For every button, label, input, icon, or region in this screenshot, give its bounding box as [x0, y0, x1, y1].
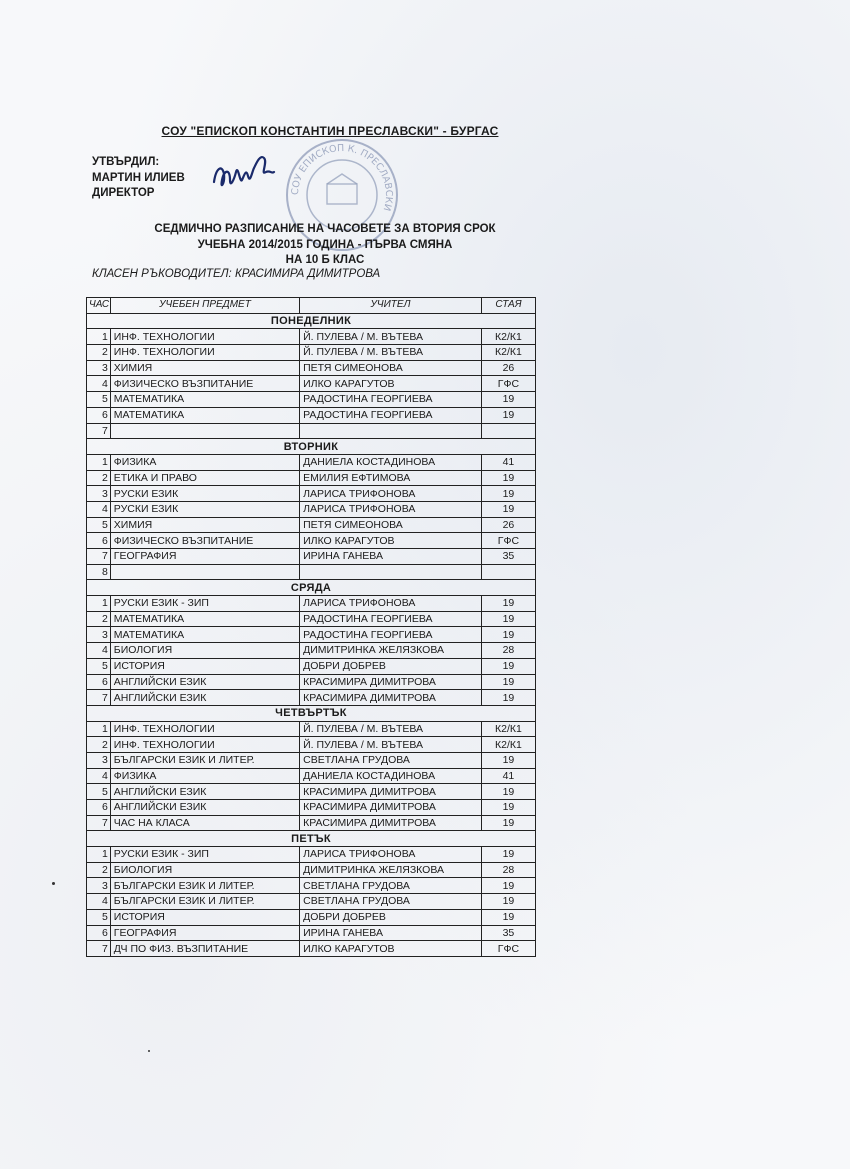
- hour-cell: 3: [87, 878, 111, 894]
- room-cell: 26: [481, 360, 535, 376]
- subject-cell: ХИМИЯ: [110, 517, 299, 533]
- teacher-cell: Й. ПУЛЕВА / М. ВЪТЕВА: [300, 329, 482, 345]
- table-row: [87, 768, 536, 784]
- table-row: [87, 533, 536, 549]
- approval-label: УТВЪРДИЛ:: [92, 156, 160, 168]
- room-cell: 19: [481, 501, 535, 517]
- room-cell: 19: [481, 674, 535, 690]
- table-row: [87, 643, 536, 659]
- table-row: [87, 925, 536, 941]
- subject-cell: ИСТОРИЯ: [110, 909, 299, 925]
- hour-cell: 5: [87, 784, 111, 800]
- table-row: [87, 423, 536, 439]
- room-cell: 19: [481, 894, 535, 910]
- table-row: [87, 690, 536, 706]
- subject-cell: ДЧ ПО ФИЗ. ВЪЗПИТАНИЕ: [110, 941, 299, 957]
- room-cell: [481, 564, 535, 580]
- room-cell: 19: [481, 878, 535, 894]
- hour-cell: 2: [87, 470, 111, 486]
- hour-cell: 6: [87, 674, 111, 690]
- teacher-cell: ИЛКО КАРАГУТОВ: [300, 533, 482, 549]
- room-cell: 26: [481, 517, 535, 533]
- table-row: [87, 800, 536, 816]
- room-cell: 19: [481, 627, 535, 643]
- table-row: [87, 407, 536, 423]
- table-row: [87, 941, 536, 957]
- subject-cell: АНГЛИЙСКИ ЕЗИК: [110, 784, 299, 800]
- table-row: [87, 329, 536, 345]
- table-row: [87, 752, 536, 768]
- subject-cell: ГЕОГРАФИЯ: [110, 549, 299, 565]
- teacher-cell: ПЕТЯ СИМЕОНОВА: [300, 517, 482, 533]
- table-row: [87, 909, 536, 925]
- hour-cell: 3: [87, 486, 111, 502]
- subject-cell: АНГЛИЙСКИ ЕЗИК: [110, 800, 299, 816]
- day-name: ВТОРНИК: [87, 439, 536, 455]
- hour-cell: 2: [87, 345, 111, 361]
- school-name: СОУ "ЕПИСКОП КОНСТАНТИН ПРЕСЛАВСКИ" - БУРГАС: [161, 124, 499, 138]
- room-cell: 19: [481, 486, 535, 502]
- subject-cell: ФИЗИЧЕСКО ВЪЗПИТАНИЕ: [110, 376, 299, 392]
- teacher-cell: СВЕТЛАНА ГРУДОВА: [300, 878, 482, 894]
- room-cell: 19: [481, 800, 535, 816]
- col-subject: УЧЕБЕН ПРЕДМЕТ: [110, 298, 299, 314]
- director-position: ДИРЕКТОР: [92, 187, 155, 199]
- table-row: [87, 611, 536, 627]
- hour-cell: 8: [87, 564, 111, 580]
- teacher-cell: ЛАРИСА ТРИФОНОВА: [300, 486, 482, 502]
- day-header-row: [87, 313, 536, 329]
- table-row: [87, 784, 536, 800]
- subject-cell: ЕТИКА И ПРАВО: [110, 470, 299, 486]
- hour-cell: 1: [87, 847, 111, 863]
- subject-cell: МАТЕМАТИКА: [110, 627, 299, 643]
- subject-cell: БЪЛГАРСКИ ЕЗИК И ЛИТЕР.: [110, 894, 299, 910]
- teacher-cell: Й. ПУЛЕВА / М. ВЪТЕВА: [300, 345, 482, 361]
- hour-cell: 6: [87, 925, 111, 941]
- day-name: ЧЕТВЪРТЪК: [87, 705, 536, 721]
- subject-cell: РУСКИ ЕЗИК: [110, 486, 299, 502]
- schedule-body: [87, 313, 536, 956]
- teacher-cell: [300, 423, 482, 439]
- teacher-cell: ИЛКО КАРАГУТОВ: [300, 376, 482, 392]
- room-cell: 28: [481, 643, 535, 659]
- table-row: [87, 376, 536, 392]
- teacher-cell: Й. ПУЛЕВА / М. ВЪТЕВА: [300, 721, 482, 737]
- room-cell: 19: [481, 470, 535, 486]
- subject-cell: ХИМИЯ: [110, 360, 299, 376]
- room-cell: 19: [481, 392, 535, 408]
- table-header-row: [87, 298, 536, 314]
- teacher-cell: ДОБРИ ДОБРЕВ: [300, 909, 482, 925]
- room-cell: ГФС: [481, 533, 535, 549]
- teacher-cell: КРАСИМИРА ДИМИТРОВА: [300, 815, 482, 831]
- room-cell: 19: [481, 596, 535, 612]
- hour-cell: 2: [87, 611, 111, 627]
- table-row: [87, 360, 536, 376]
- table-row: [87, 862, 536, 878]
- teacher-cell: СВЕТЛАНА ГРУДОВА: [300, 752, 482, 768]
- day-name: СРЯДА: [87, 580, 536, 596]
- hour-cell: 3: [87, 360, 111, 376]
- table-row: [87, 564, 536, 580]
- hour-cell: 5: [87, 909, 111, 925]
- teacher-cell: ДИМИТРИНКА ЖЕЛЯЗКОВА: [300, 862, 482, 878]
- teacher-cell: КРАСИМИРА ДИМИТРОВА: [300, 784, 482, 800]
- subject-cell: МАТЕМАТИКА: [110, 407, 299, 423]
- table-row: [87, 737, 536, 753]
- room-cell: [481, 423, 535, 439]
- day-name: ПОНЕДЕЛНИК: [87, 313, 536, 329]
- subject-cell: ФИЗИКА: [110, 768, 299, 784]
- hour-cell: 5: [87, 517, 111, 533]
- director-name: МАРТИН ИЛИЕВ: [92, 171, 185, 184]
- day-header-row: [87, 580, 536, 596]
- subject-cell: ФИЗИЧЕСКО ВЪЗПИТАНИЕ: [110, 533, 299, 549]
- hour-cell: 7: [87, 941, 111, 957]
- teacher-cell: СВЕТЛАНА ГРУДОВА: [300, 894, 482, 910]
- subject-cell: БЪЛГАРСКИ ЕЗИК И ЛИТЕР.: [110, 878, 299, 894]
- table-row: [87, 878, 536, 894]
- room-cell: 35: [481, 549, 535, 565]
- class-teacher: КЛАСЕН РЪКОВОДИТЕЛ: КРАСИМИРА ДИМИТРОВА: [92, 268, 381, 280]
- subject-cell: ГЕОГРАФИЯ: [110, 925, 299, 941]
- teacher-cell: КРАСИМИРА ДИМИТРОВА: [300, 690, 482, 706]
- hour-cell: 4: [87, 894, 111, 910]
- room-cell: 35: [481, 925, 535, 941]
- teacher-cell: ЕМИЛИЯ ЕФТИМОВА: [300, 470, 482, 486]
- table-row: [87, 894, 536, 910]
- subject-cell: РУСКИ ЕЗИК - ЗИП: [110, 847, 299, 863]
- table-row: [87, 517, 536, 533]
- room-cell: К2/К1: [481, 721, 535, 737]
- teacher-cell: ИРИНА ГАНЕВА: [300, 925, 482, 941]
- room-cell: 28: [481, 862, 535, 878]
- teacher-cell: ДОБРИ ДОБРЕВ: [300, 658, 482, 674]
- room-cell: ГФС: [481, 941, 535, 957]
- hour-cell: 3: [87, 627, 111, 643]
- room-cell: 41: [481, 768, 535, 784]
- subject-cell: ЧАС НА КЛАСА: [110, 815, 299, 831]
- subject-cell: МАТЕМАТИКА: [110, 392, 299, 408]
- room-cell: 19: [481, 909, 535, 925]
- table-row: [87, 392, 536, 408]
- table-row: [87, 847, 536, 863]
- teacher-cell: ДАНИЕЛА КОСТАДИНОВА: [300, 454, 482, 470]
- teacher-cell: КРАСИМИРА ДИМИТРОВА: [300, 674, 482, 690]
- subject-cell: РУСКИ ЕЗИК: [110, 501, 299, 517]
- hour-cell: 6: [87, 533, 111, 549]
- hour-cell: 1: [87, 721, 111, 737]
- director-signature-icon: [208, 150, 278, 200]
- teacher-cell: РАДОСТИНА ГЕОРГИЕВА: [300, 407, 482, 423]
- room-cell: 19: [481, 407, 535, 423]
- subject-cell: ИНФ. ТЕХНОЛОГИИ: [110, 345, 299, 361]
- subject-cell: ИСТОРИЯ: [110, 658, 299, 674]
- room-cell: 19: [481, 690, 535, 706]
- col-room: СТАЯ: [481, 298, 535, 314]
- room-cell: 19: [481, 815, 535, 831]
- subject-cell: [110, 423, 299, 439]
- teacher-cell: ИРИНА ГАНЕВА: [300, 549, 482, 565]
- room-cell: ГФС: [481, 376, 535, 392]
- teacher-cell: ДИМИТРИНКА ЖЕЛЯЗКОВА: [300, 643, 482, 659]
- table-row: [87, 658, 536, 674]
- hour-cell: 2: [87, 737, 111, 753]
- teacher-cell: ЛАРИСА ТРИФОНОВА: [300, 847, 482, 863]
- hour-cell: 7: [87, 690, 111, 706]
- hour-cell: 7: [87, 423, 111, 439]
- col-teacher: УЧИТЕЛ: [300, 298, 482, 314]
- subject-cell: ФИЗИКА: [110, 454, 299, 470]
- hour-cell: 4: [87, 501, 111, 517]
- teacher-cell: [300, 564, 482, 580]
- heading-line-3: НА 10 Б КЛАС: [285, 254, 365, 266]
- subject-cell: ИНФ. ТЕХНОЛОГИИ: [110, 329, 299, 345]
- teacher-cell: РАДОСТИНА ГЕОРГИЕВА: [300, 611, 482, 627]
- table-row: [87, 674, 536, 690]
- hour-cell: 6: [87, 407, 111, 423]
- teacher-cell: РАДОСТИНА ГЕОРГИЕВА: [300, 627, 482, 643]
- hour-cell: 1: [87, 596, 111, 612]
- room-cell: 41: [481, 454, 535, 470]
- table-row: [87, 470, 536, 486]
- table-row: [87, 815, 536, 831]
- hour-cell: 7: [87, 549, 111, 565]
- day-header-row: [87, 831, 536, 847]
- teacher-cell: ПЕТЯ СИМЕОНОВА: [300, 360, 482, 376]
- room-cell: 19: [481, 658, 535, 674]
- room-cell: К2/К1: [481, 329, 535, 345]
- table-row: [87, 596, 536, 612]
- col-hour: ЧАС: [87, 298, 111, 314]
- hour-cell: 2: [87, 862, 111, 878]
- table-row: [87, 721, 536, 737]
- subject-cell: БЪЛГАРСКИ ЕЗИК И ЛИТЕР.: [110, 752, 299, 768]
- hour-cell: 6: [87, 800, 111, 816]
- teacher-cell: КРАСИМИРА ДИМИТРОВА: [300, 800, 482, 816]
- hour-cell: 4: [87, 643, 111, 659]
- teacher-cell: ИЛКО КАРАГУТОВ: [300, 941, 482, 957]
- table-row: [87, 627, 536, 643]
- subject-cell: АНГЛИЙСКИ ЕЗИК: [110, 690, 299, 706]
- scan-speck: [52, 882, 55, 885]
- table-row: [87, 549, 536, 565]
- room-cell: 19: [481, 752, 535, 768]
- subject-cell: ИНФ. ТЕХНОЛОГИИ: [110, 737, 299, 753]
- room-cell: 19: [481, 611, 535, 627]
- room-cell: 19: [481, 847, 535, 863]
- hour-cell: 4: [87, 376, 111, 392]
- schedule-table: [86, 297, 536, 957]
- table-row: [87, 501, 536, 517]
- subject-cell: [110, 564, 299, 580]
- teacher-cell: Й. ПУЛЕВА / М. ВЪТЕВА: [300, 737, 482, 753]
- subject-cell: ИНФ. ТЕХНОЛОГИИ: [110, 721, 299, 737]
- subject-cell: МАТЕМАТИКА: [110, 611, 299, 627]
- hour-cell: 1: [87, 454, 111, 470]
- teacher-cell: ЛАРИСА ТРИФОНОВА: [300, 501, 482, 517]
- day-header-row: [87, 705, 536, 721]
- room-cell: К2/К1: [481, 345, 535, 361]
- hour-cell: 4: [87, 768, 111, 784]
- hour-cell: 5: [87, 658, 111, 674]
- table-row: [87, 486, 536, 502]
- scan-speck: [148, 1050, 150, 1052]
- hour-cell: 7: [87, 815, 111, 831]
- teacher-cell: РАДОСТИНА ГЕОРГИЕВА: [300, 392, 482, 408]
- subject-cell: АНГЛИЙСКИ ЕЗИК: [110, 674, 299, 690]
- hour-cell: 3: [87, 752, 111, 768]
- table-row: [87, 454, 536, 470]
- subject-cell: БИОЛОГИЯ: [110, 862, 299, 878]
- teacher-cell: ДАНИЕЛА КОСТАДИНОВА: [300, 768, 482, 784]
- hour-cell: 1: [87, 329, 111, 345]
- seal-text: СОУ ЕПИСКОП К. ПРЕСЛАВСКИ: [289, 142, 395, 213]
- room-cell: 19: [481, 784, 535, 800]
- table-row: [87, 345, 536, 361]
- schedule-heading: [140, 222, 510, 269]
- hour-cell: 5: [87, 392, 111, 408]
- teacher-cell: ЛАРИСА ТРИФОНОВА: [300, 596, 482, 612]
- room-cell: К2/К1: [481, 737, 535, 753]
- heading-line-2: УЧЕБНА 2014/2015 ГОДИНА - ПЪРВА СМЯНА: [197, 238, 453, 251]
- day-name: ПЕТЪК: [87, 831, 536, 847]
- approval-block: [92, 155, 185, 202]
- subject-cell: РУСКИ ЕЗИК - ЗИП: [110, 596, 299, 612]
- heading-line-1: СЕДМИЧНО РАЗПИСАНИЕ НА ЧАСОВЕТЕ ЗА ВТОРИЯ СРОК: [154, 223, 496, 235]
- subject-cell: БИОЛОГИЯ: [110, 643, 299, 659]
- day-header-row: [87, 439, 536, 455]
